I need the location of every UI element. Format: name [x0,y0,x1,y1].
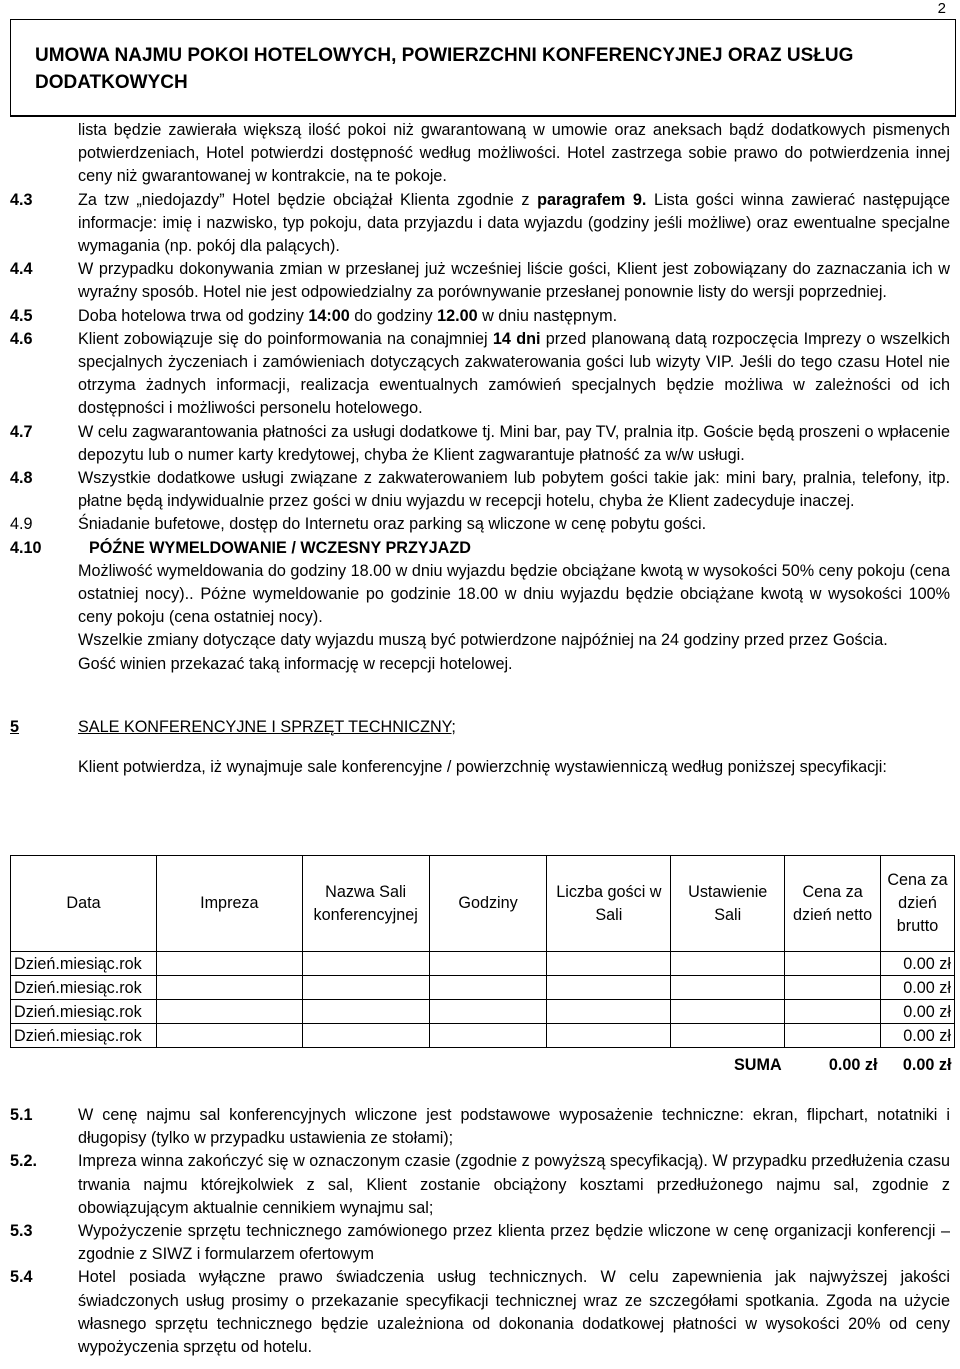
header-cell: Impreza [156,856,302,952]
table-cell [785,952,881,976]
table-cell [302,976,429,1000]
table-cell [156,976,302,1000]
table-cell [156,1000,302,1024]
section-4-content [10,119,950,779]
clause-text: Wszystkie dodatkowe usługi związane z zakwaterowaniem lub pobytem gości takie jak: mini bary, pralnia, telefony, itp. płatne będą indywidualnie przez gości w dniu wyjazdu w recepcji hotelu, chyba że Klient zadecyduje inaczej. [78,469,950,511]
table-cell [156,952,302,976]
clause-4-6 [10,328,950,421]
date-cell: Dzień.miesiąc.rok [11,1024,157,1048]
header-cell: Data [11,856,157,952]
table-cell [671,1000,785,1024]
header-cell: Nazwa Sali konferencyjnej [302,856,429,952]
clause-text: W celu zagwarantowania płatności za usługi dodatkowe tj. Mini bar, pay TV, pralnia itp. Goście będą proszeni o wpłacenie depozytu lub o numer karty kredytowej, chyba że Klient zagwarantuje płatność za w/w usługi. [78,422,950,464]
clause-text-part: Doba hotelowa trwa od godziny [78,306,309,325]
sum-spacer [11,1048,671,1083]
clause-4-7 [10,421,950,467]
table-cell [547,976,671,1000]
table-row [11,1000,955,1024]
price-brutto-cell: 0.00 zł [881,1000,955,1024]
notice-days: 14 dni [492,329,541,348]
clause-5-4 [10,1266,950,1359]
continuation-paragraph: lista będzie zawierała większą ilość pokoi niż gwarantowaną w umowie oraz aneksach bądź dodatkowych pismenych potwierdzeniach, Hotel potwierdzi dostępność według możliwości. Hotel zastrzega sobie prawo do potwierdzenia innej ceny niż gwarantowanej w kontrakcie, na te pokoje. [78,121,950,186]
table-cell [429,976,547,1000]
section-5-heading [10,716,950,739]
table-cell [547,952,671,976]
header-cell: Cena za dzień netto [785,856,881,952]
clause-text [78,328,950,421]
clause-number: 4.5 [10,306,33,325]
sum-netto: 0.00 zł [828,1056,878,1074]
table-cell [302,1000,429,1024]
clause-text [78,189,950,259]
sum-row [11,1048,955,1083]
table-row [11,976,955,1000]
clause-number: 4.4 [10,260,33,279]
header-cell: Cena za dzień brutto [881,856,955,952]
clause-text [78,305,950,328]
table-cell [671,952,785,976]
section-title: SALE KONFERENCYJNE I SPRZĘT TECHNICZNY; [78,717,456,736]
date-change-text: Wszelkie zmiany dotyczące daty wyjazdu muszą być potwierdzone najpóźniej na 24 godziny przed przez Gościa. [78,631,888,650]
clause-4-8 [10,467,950,513]
clause-4-5 [10,305,950,328]
clause-heading: PÓŹNE WYMELDOWANIE / WCZESNY PRZYJAZD [89,538,471,557]
table-row [11,952,955,976]
clause-4-3 [10,189,950,259]
clause-number: 5.1 [10,1106,33,1124]
clause-number: 5.2. [10,1152,38,1171]
check-out-time: 12.00 [437,306,478,325]
clause-text: Wypożyczenie sprzętu technicznego zamówionego przez klienta przez będzie wliczone w cenę organizacji konferencji – zgodnie z SIWZ i formularzem ofertowym [78,1222,950,1264]
clause-text-part: Klient zobowiązuje się do poinformowania na conajmniej [78,329,493,348]
page-number: 2 [937,0,946,17]
clause-text-bold: paragrafem 9. [537,190,647,209]
table-cell [671,976,785,1000]
table-cell [785,1024,881,1048]
date-cell: Dzień.miesiąc.rok [11,952,157,976]
table-cell [429,952,547,976]
clause-number: 4.7 [10,422,33,441]
clause-4-9 [10,513,950,536]
header-cell: Ustawienie Sali [671,856,785,952]
clause-text: Śniadanie bufetowe, dostęp do Internetu oraz parking są wliczone w cenę pobytu gości. [78,515,707,534]
table-cell [302,952,429,976]
late-checkout-text: Możliwość wymeldowania do godziny 18.00 w dniu wyjazdu będzie obciążane kwotą w wysokości 50% ceny pokoju (cena ostatniej nocy).. Póżne wymeldowanie po godzinie 18.00 w dniu wyjazdu będzie obciążane kwotą w wysokości 100% ceny pokoju (cena ostatniej nocy). [78,561,950,627]
clause-number: 4.10 [10,538,42,557]
date-cell: Dzień.miesiąc.rok [11,1000,157,1024]
sum-label: SUMA [734,1056,782,1074]
clause-4-4 [10,258,950,304]
clause-number: 4.6 [10,329,33,348]
clause-text: W cenę najmu sal konferencyjnych wliczone jest podstawowe wyposażenie techniczne: ekran, flipchart, notatniki i długopisy (tylko w przypadku ustawienia ze stołami); [78,1106,950,1148]
document-header [10,19,956,117]
header-cell: Godziny [429,856,547,952]
conference-room-table [10,855,955,1082]
price-brutto-cell: 0.00 zł [881,1024,955,1048]
title-line-1: UMOWA NAJMU POKOI HOTELOWYCH, POWIERZCHNI KONFERENCYJNEJ ORAZ USŁUG [35,45,854,66]
header-cell: Liczba gości w Sali [547,856,671,952]
table-cell [547,1000,671,1024]
clause-text-part: Za tzw „niedojazdy” Hotel będzie obciążał Klienta zgodnie z [78,190,538,209]
clause-text-part: Lista gości winna zawierać następujące informacje: imię i nazwisko, typ pokoju, data przyjazdu i data wyjazdu (godziny jeśli możliwe) oraz ewentualne specjalne wymagania (np. pokój dla palących). [78,190,950,256]
clause-number: 5.4 [10,1268,33,1287]
clause-text-part: do godziny [349,306,438,325]
table-cell [429,1024,547,1048]
clause-number: 5.3 [10,1222,33,1241]
clause-5-1 [10,1104,950,1150]
section-5-clauses [10,1104,950,1359]
date-cell: Dzień.miesiąc.rok [11,976,157,1000]
table-cell [156,1024,302,1048]
clause-4-10 [10,537,950,560]
check-in-time: 14:00 [308,306,350,325]
table-cell [429,1000,547,1024]
clause-text-part: w dniu następnym. [477,306,618,325]
clause-text: Impreza winna zakończyć się w oznaczonym czasie (zgodnie z powyższą specyfikacją). W przypadku przedłużenia czasu trwania najmu którejkolwiek z sal, Klient zostanie obciążony kosztami przedłużonego najmu sal, zgodnie z obowiązującym aktualnie cennikiem wynajmu sal; [78,1152,950,1217]
table-cell [785,1000,881,1024]
table-cell [785,976,881,1000]
clause-5-3 [10,1220,950,1266]
section-5-intro: Klient potwierdza, iż wynajmuje sale konferencyjne / powierzchnię wystawienniczą według poniższej specyfikacji: [78,758,887,777]
price-brutto-cell: 0.00 zł [881,976,955,1000]
clause-text-part: przed planowaną datą rozpoczęcia Imprezy o wszelkich specjalnych życzeniach i zamówieniach dotyczących zakwaterowania gości lub wizyty VIP. Jeśli do tego czasu Hotel nie otrzyma żadnych informacji, realizacja ewentualnych zamówień specjalnych będzie możliwa w zależności od ich dostępności i możliwości personelu hotelowego. [78,329,950,418]
clause-number: 4.9 [10,515,33,534]
clause-text: Hotel posiada wyłączne prawo świadczenia usług technicznych. W celu zapewnienia jak najwyższej jakości świadczonych usług prosimy o przekazanie specyfikacji technicznej wraz ze szczegółami spotkania. Zgoda na użycie własnego sprzętu technicznego będzie uzależniona od dokonania dodatkowej płatności w wysokości 20% od ceny wypożyczenia sprzętu od hotelu. [78,1268,950,1357]
table-header-row [11,856,955,952]
clause-number: 4.8 [10,469,33,488]
clause-text: W przypadku dokonywania zmian w przesłanej już wcześniej liście gości, Klient jest zobowiązany do zaznaczania ich w wyraźny sposób. Hotel nie jest odpowiedzialny za porównywanie przesłanej ponownie listy do wersji poprzedniej. [78,260,950,302]
guest-info-text: Gość winien przekazać taką informację w recepcji hotelowej. [78,654,513,673]
table-cell [671,1024,785,1048]
title-line-2: DODATKOWYCH [35,72,188,93]
sum-brutto: 0.00 zł [902,1056,952,1074]
clause-5-2 [10,1150,950,1220]
price-brutto-cell: 0.00 zł [881,952,955,976]
table-row [11,1024,955,1048]
table-cell [302,1024,429,1048]
document-title [35,42,935,96]
section-number: 5 [10,717,20,736]
clause-number: 4.3 [10,190,33,209]
table-cell [547,1024,671,1048]
